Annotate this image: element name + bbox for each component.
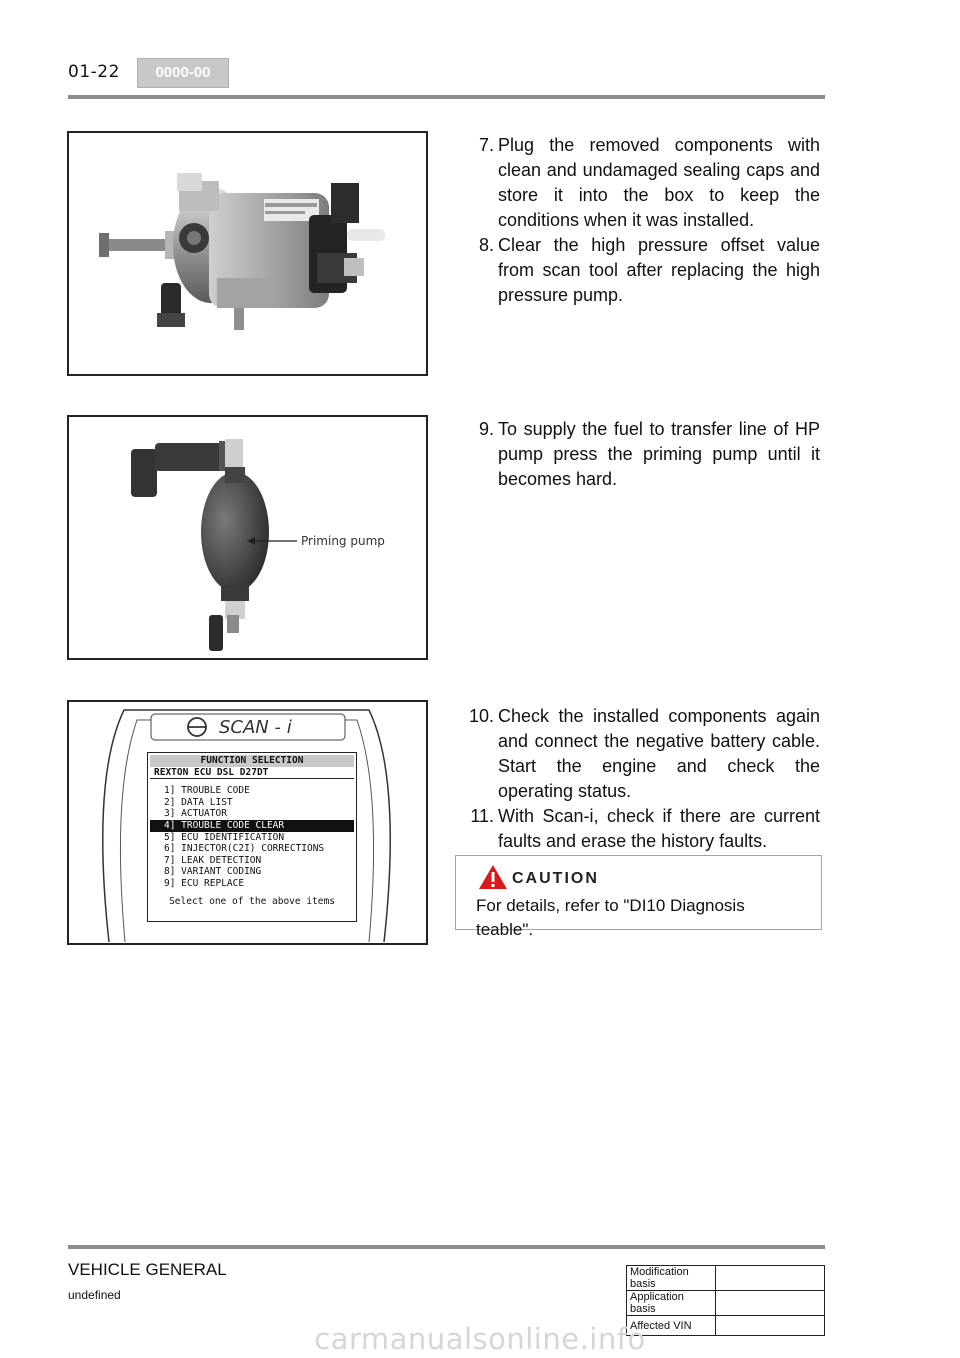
step-text: Clear the high pressure offset value from scan tool after replacing the high pressure pump. xyxy=(498,235,820,305)
table-row xyxy=(627,1291,825,1316)
scan-brand: SCAN - i xyxy=(219,717,292,738)
step-8 xyxy=(466,233,820,308)
scan-subtitle: REXTON ECU DSL D27DT xyxy=(150,767,354,780)
page-number: 01-22 xyxy=(68,62,120,82)
scan-title: FUNCTION SELECTION xyxy=(150,755,354,767)
caution-text: For details, refer to "DI10 Diagnosis teable". xyxy=(476,896,745,939)
meta-label: Modification basis xyxy=(627,1266,716,1291)
steps-group-2 xyxy=(466,417,820,492)
priming-pump-label: Priming pump xyxy=(301,534,385,548)
scan-menu-item: 6] INJECTOR(C2I) CORRECTIONS xyxy=(164,843,325,855)
footer-section-title: VEHICLE GENERAL xyxy=(68,1260,227,1279)
header-rule xyxy=(68,95,825,99)
scan-menu-item: 5] ECU IDENTIFICATION xyxy=(164,831,285,843)
pump-figure xyxy=(67,131,428,376)
footer-rule xyxy=(68,1245,825,1249)
scan-menu-item: 2] DATA LIST xyxy=(164,796,233,808)
scan-menu-item: 7] LEAK DETECTION xyxy=(164,854,262,866)
step-text: Check the installed components again and connect the negative battery cable. Start the engine and check the operating status. xyxy=(498,706,820,801)
scan-prompt: Select one of the above items xyxy=(169,895,335,907)
meta-label: Application basis xyxy=(627,1291,716,1316)
step-number: 8. xyxy=(478,235,494,255)
step-number: 9. xyxy=(478,419,494,439)
step-7 xyxy=(466,133,820,233)
table-row xyxy=(627,1266,825,1291)
priming-pump-image xyxy=(69,417,426,658)
step-number: 11. xyxy=(470,806,494,826)
high-pressure-pump-image xyxy=(69,133,426,374)
step-11 xyxy=(466,804,820,854)
warning-triangle-icon xyxy=(478,864,508,890)
scan-menu-item: 8] VARIANT CODING xyxy=(164,866,262,878)
priming-pump-figure xyxy=(67,415,428,660)
meta-label: Affected VIN xyxy=(627,1316,716,1336)
scan-menu-item: 1] TROUBLE CODE xyxy=(164,785,250,797)
footer-subtitle: undefined xyxy=(68,1288,121,1302)
step-text: With Scan-i, check if there are current faults and erase the history faults. xyxy=(498,806,820,851)
step-10 xyxy=(466,704,820,804)
meta-value xyxy=(716,1291,825,1316)
caution-title: CAUTION xyxy=(512,870,599,887)
steps-group-1 xyxy=(466,133,820,308)
step-number: 10. xyxy=(468,706,494,726)
section-code-badge: 0000-00 xyxy=(137,58,229,88)
scan-menu-item: 4] TROUBLE CODE CLEAR xyxy=(150,820,354,832)
step-text: Plug the removed components with clean and undamaged sealing caps and store it into the box to keep the conditions when it was installed. xyxy=(498,135,820,230)
step-9 xyxy=(466,417,820,492)
steps-group-3 xyxy=(466,704,820,854)
scan-tool-figure xyxy=(67,700,428,945)
caution-box xyxy=(455,855,822,939)
meta-value xyxy=(716,1266,825,1291)
scan-menu xyxy=(148,785,356,889)
scan-menu-item: 9] ECU REPLACE xyxy=(164,877,245,889)
step-number: 7. xyxy=(478,135,494,155)
step-text: To supply the fuel to transfer line of HP pump press the priming pump until it becomes hard. xyxy=(498,419,820,489)
scan-screen xyxy=(147,752,357,922)
scan-menu-item: 3] ACTUATOR xyxy=(164,808,227,820)
watermark: carmanualsonline.info xyxy=(314,1322,646,1356)
